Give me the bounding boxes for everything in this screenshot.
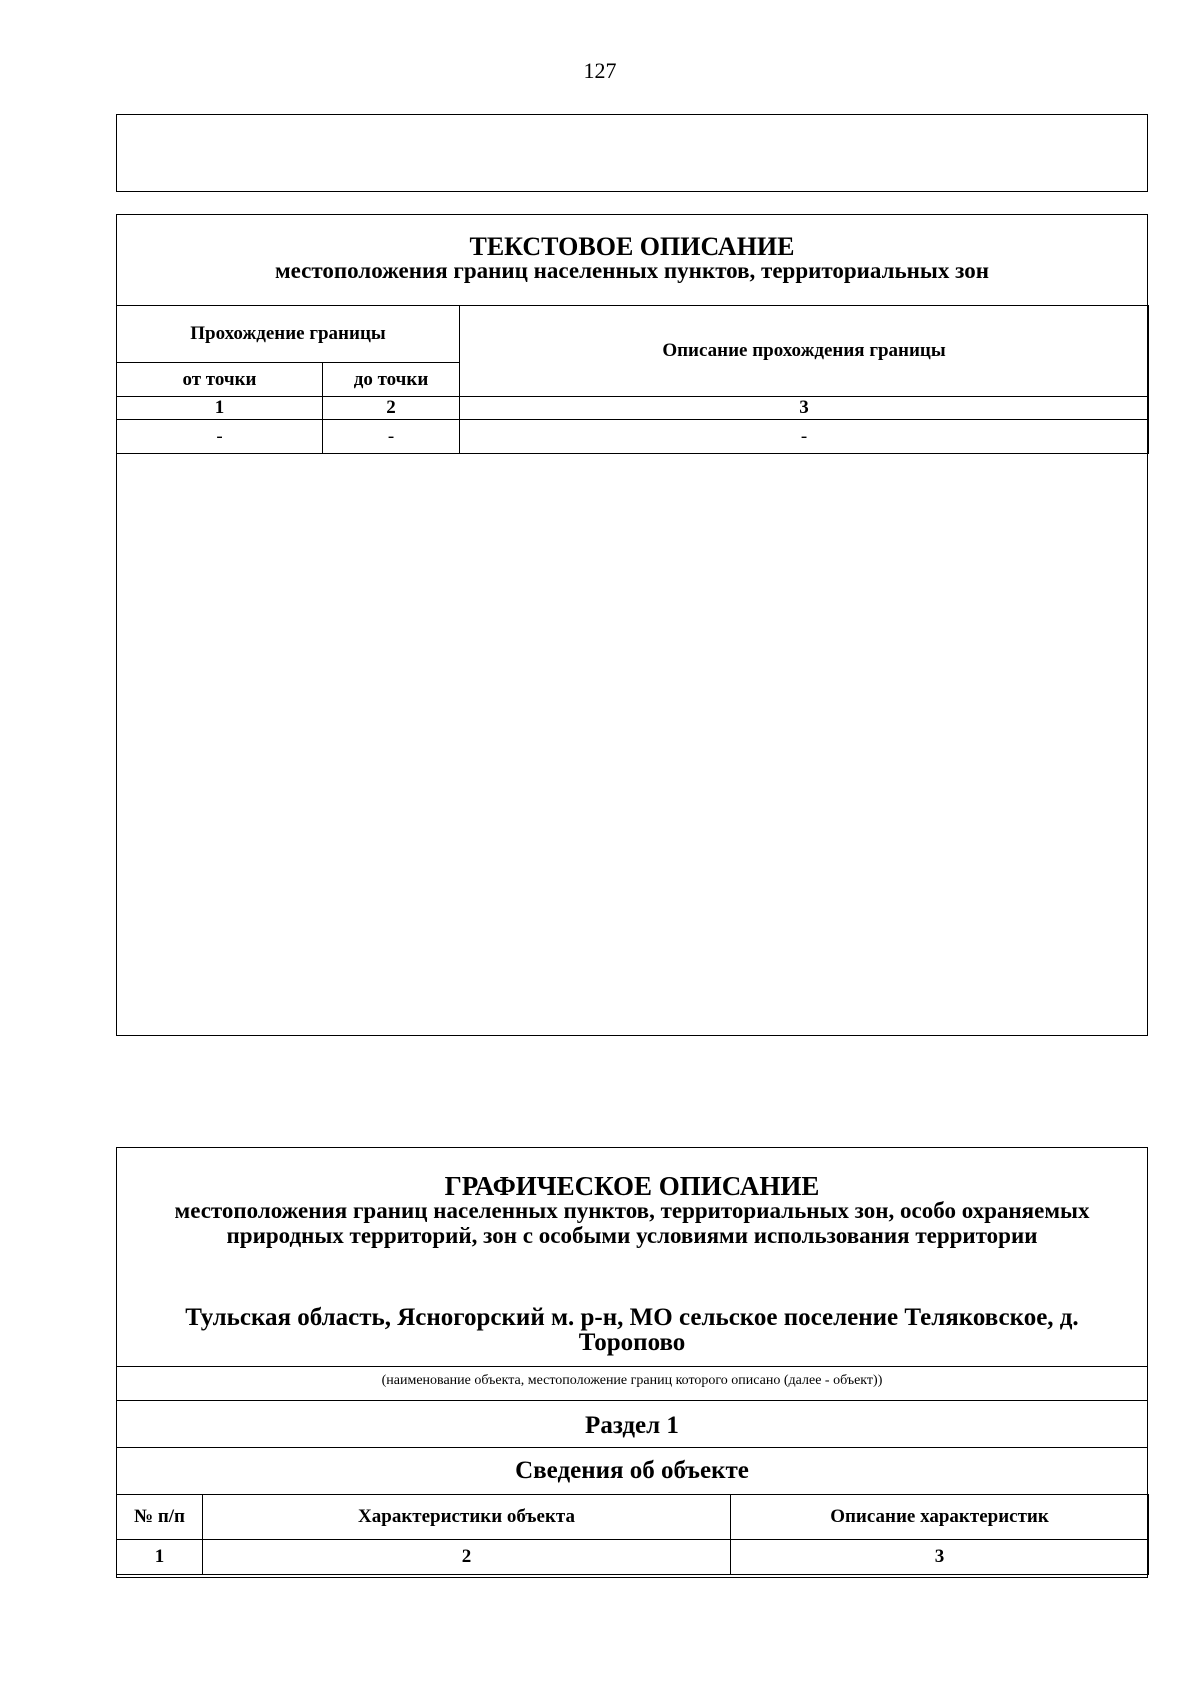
object-name: Тульская область, Ясногорский м. р-н, МО сельское поселение Теляковское, д. Торопово	[185, 1304, 1079, 1356]
divider	[117, 1366, 1147, 1367]
table-cell: -	[117, 420, 323, 454]
graphic-description-section	[116, 1147, 1148, 1578]
object-caption: (наименование объекта, местоположение границ которого описано (далее - объект))	[381, 1373, 883, 1388]
col-number: 1	[117, 1540, 203, 1575]
table-header: Описание характеристик	[731, 1495, 1149, 1540]
table-header: № п/п	[117, 1495, 203, 1540]
col-number: 3	[731, 1540, 1149, 1575]
text-description-subtitle: местоположения границ населенных пунктов, территориальных зон	[275, 258, 989, 283]
graphic-description-subtitle: местоположения границ населенных пунктов, территориальных зон, особо охраняемых природных территорий, зон с особыми условиями использования территории	[174, 1198, 1090, 1248]
boundary-description-header: Описание прохождения границы	[460, 306, 1149, 397]
graphic-description-title: ГРАФИЧЕСКОЕ ОПИСАНИЕ	[444, 1171, 820, 1201]
section-label: Раздел 1	[585, 1412, 679, 1439]
object-table	[116, 1494, 1149, 1575]
table-cell: -	[460, 420, 1149, 454]
from-point-header: от точки	[117, 363, 323, 397]
empty-header-box	[116, 114, 1148, 192]
col-number: 2	[203, 1540, 731, 1575]
text-description-section	[116, 214, 1148, 1036]
col-number: 2	[323, 397, 460, 420]
to-point-header: до точки	[323, 363, 460, 397]
boundary-table	[116, 305, 1149, 454]
divider	[117, 1447, 1147, 1448]
page-number: 127	[583, 58, 617, 83]
table-cell: -	[323, 420, 460, 454]
table-header: Характеристики объекта	[203, 1495, 731, 1540]
divider	[117, 1400, 1147, 1401]
col-number: 1	[117, 397, 323, 420]
text-description-title: ТЕКСТОВОЕ ОПИСАНИЕ	[469, 232, 795, 261]
section-title: Сведения об объекте	[515, 1457, 749, 1484]
boundary-group-header: Прохождение границы	[117, 306, 460, 363]
col-number: 3	[460, 397, 1149, 420]
